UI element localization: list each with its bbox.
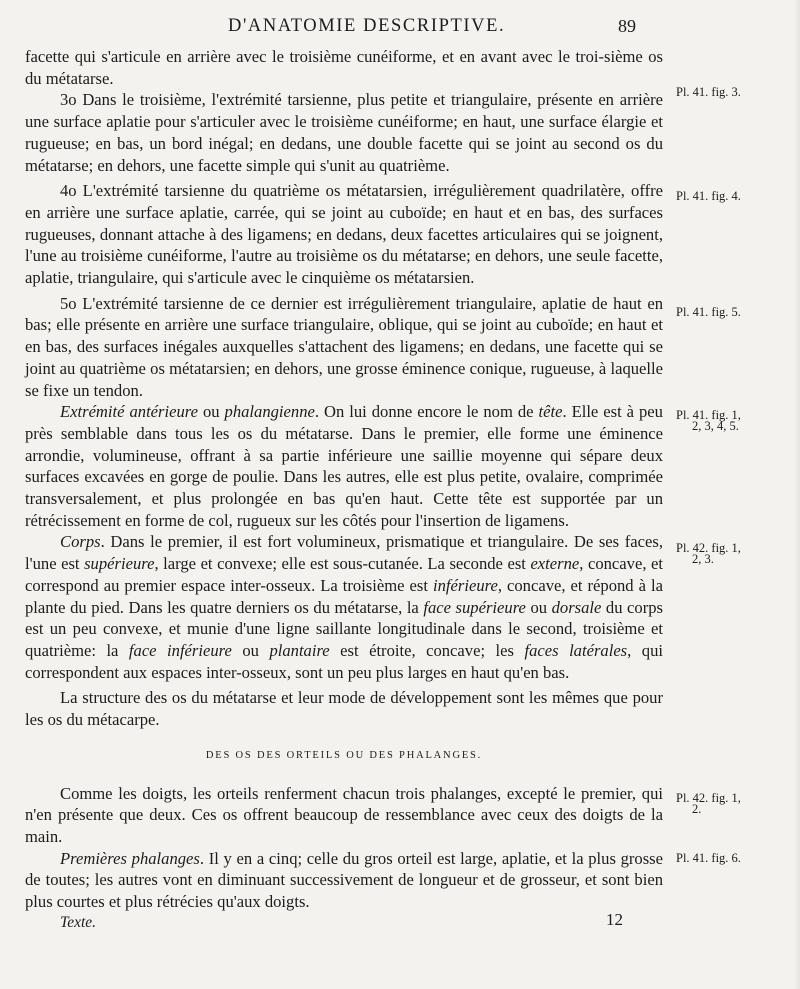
margin-note: Pl. 41. fig. 6. (676, 851, 741, 865)
italic-term: dorsale (551, 597, 602, 617)
italic-term: faces latérales (524, 640, 628, 660)
paragraph: 5o L'extrémité tarsienne de ce dernier est irrégulièrement triangulaire, aplatie de haut en bas; elle présente en arrière une surface triangulaire, oblique, qui se joint au cuboïde; en haut et en bas, des surfaces inégales auxquelles s'attachent des ligamens; en dedans, une facette qui se joint au quatrième os métatarsien; en dehors, une grosse éminence conique, rugueuse, à laquelle se fixe un tendon. (25, 293, 663, 400)
paragraph: 3o Dans le troisième, l'extrémité tarsienne, plus petite et triangulaire, présente en arrière une surface aplatie pour s'articuler avec le troisième cunéiforme; en haut, une surface élargie et rugueuse; en bas, un bord inégal; en dedans, une double facette qui se joint au second os du métatarse; en dehors, une facette simple qui s'unit au quatrième. (25, 90, 663, 175)
italic-term: face supérieure (423, 597, 526, 617)
italic-term: tête (538, 402, 563, 422)
paragraph: Comme les doigts, les orteils renferment chacun trois phalanges, excepté le premier, qui n'en présente que deux. Ces os offrent beaucoup de ressemblance avec ceux des doigts de la main. (25, 783, 663, 846)
signature-label: Texte. (60, 914, 97, 931)
italic-term: Corps (60, 532, 101, 552)
italic-term: face inférieure (128, 640, 232, 660)
italic-term: supérieure (84, 554, 155, 574)
paragraph: Premières phalanges. Il y en a cinq; celle du gros orteil est large, aplatie, et la plus grosse de toutes; les autres vont en diminuant successivement de longueur et de grosseur, et sont bien plus courtes et plus rétrécies qu'aux doigts. (25, 848, 663, 912)
margin-note: Pl. 41. fig. 3. (676, 85, 741, 99)
italic-term: Premières phalanges (60, 848, 200, 868)
margin-note: Pl. 41. fig. 1, 2, 3, 4, 5. (676, 408, 741, 433)
paragraph: La structure des os du métatarse et leur mode de développement sont les mêmes que pour les os du métacarpe. (25, 688, 663, 730)
italic-term: Extrémité antérieure (60, 402, 198, 422)
paragraph: 4o L'extrémité tarsienne du quatrième os métatarsien, irrégulièrement quadrilatère, offre en arrière une surface aplatie, carrée, qui se joint au cuboïde; en haut et en bas, des surfaces rugueuses, donnant attache à des ligamens; en dedans, deux facettes articulaires qui se joignent, l'une au troisième cunéiforme, l'autre au troisième os du métatarse; en dehors, une seule facette, aplatie, triangulaire, qui s'articule avec le cinquième os métatarsien. (25, 181, 663, 288)
margin-note: Pl. 41. fig. 5. (676, 305, 741, 319)
signature-number: 12 (606, 910, 623, 929)
body-text (25, 46, 663, 913)
margin-note: Pl. 42. fig. 1, 2. (676, 791, 741, 816)
page-header (0, 10, 800, 40)
page-edge-shadow (794, 0, 800, 989)
italic-term: plantaire (269, 640, 330, 660)
page-number: 89 (618, 16, 636, 36)
italic-term: phalangienne (224, 402, 315, 422)
running-head: D'ANATOMIE DESCRIPTIVE. (228, 16, 506, 36)
margin-note: Pl. 42. fig. 1, 2, 3. (676, 541, 741, 566)
paragraph: facette qui s'articule en arrière avec le troisième cunéiforme, et en avant avec le troi-sième os du métatarse. (25, 47, 663, 88)
paragraph: Extrémité antérieure ou phalangienne. On lui donne encore le nom de tête. Elle est à peu près semblable dans tous les os du métatarse. Dans le premier, elle forme une éminence arrondie, volumineuse, offrant à sa partie inférieure une saillie moyenne qui sépare deux surfaces excavées en gorge de poulie. Dans les autres, elle est plus petite, ovalaire, comprimée transversalement, et plus prolongée en bas qu'en haut. Cette tête est supportée par un rétrécissement en forme de col, rugueux sur les côtés pour l'insertion de ligamens. (25, 402, 663, 530)
paragraph: Corps. Dans le premier, il est fort volumineux, prismatique et triangulaire. De ses faces, l'une est supérieure, large et convexe; elle est sous-cutanée. La seconde est externe, concave, et correspond au premier espace inter-osseux. La troisième est inférieure, concave, et répond à la plante du pied. Dans les quatre derniers os du métatarse, la face supérieure ou dorsale du corps est un peu convexe, et munie d'une ligne saillante longitudinale dans le second, troisième et quatrième: la face inférieure ou plantaire est étroite, concave; les faces latérales, qui correspondent aux espaces inter-osseux, sont un peu plus larges en haut qu'en bas. (25, 532, 664, 682)
italic-term: externe (530, 554, 580, 574)
margin-note: Pl. 41. fig. 4. (676, 189, 741, 203)
italic-term: inférieure (433, 575, 498, 595)
section-heading: DES OS DES ORTEILS OU DES PHALANGES. (205, 749, 483, 761)
